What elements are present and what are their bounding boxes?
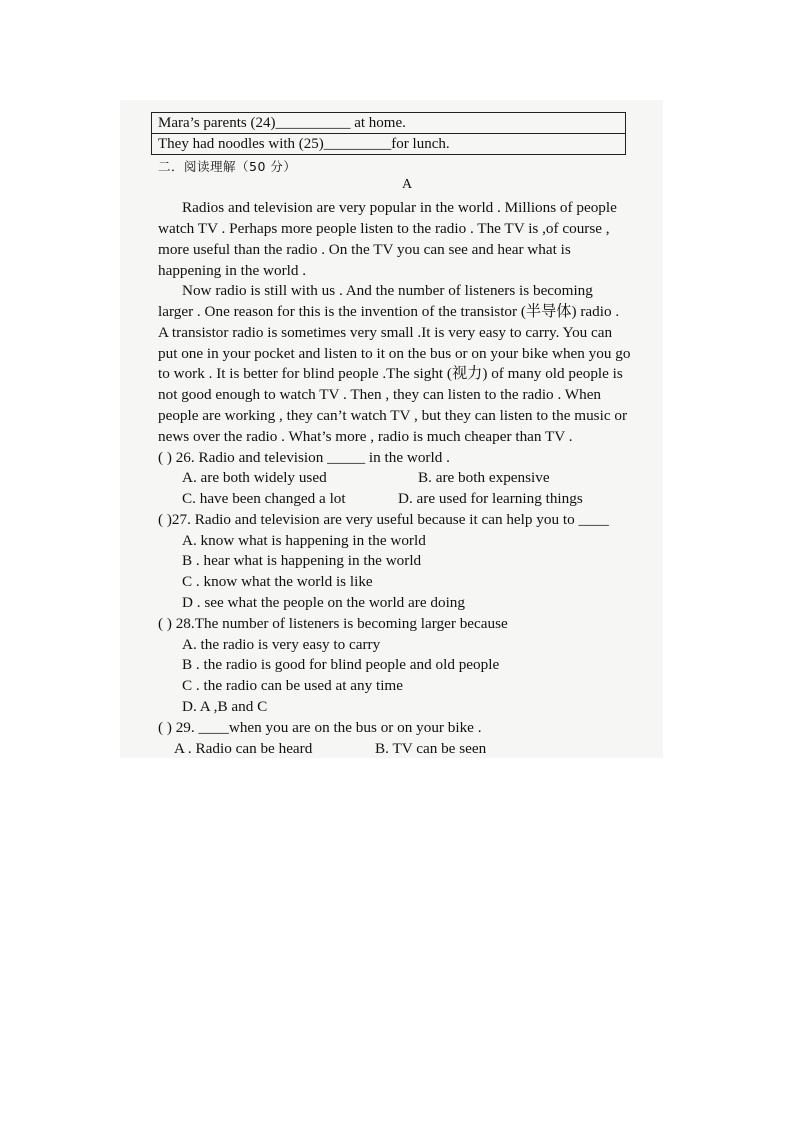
question-28-stem: ( ) 28.The number of listeners is becoming larger because [158,615,508,632]
question-29-stem: ( ) 29. ____when you are on the bus or on your bike . [158,719,482,736]
passage-line: Now radio is still with us . And the number of listeners is becoming [182,282,593,299]
q26-option-d: D. are used for learning things [398,490,583,507]
q29-option-b: B. TV can be seen [375,740,487,757]
q27-option-c: C . know what the world is like [182,573,373,590]
question-26-stem: ( ) 26. Radio and television _____ in the world . [158,449,450,466]
section-title: 二．阅读理解（50 分） [158,159,297,174]
passage-line: people are working , they can’t watch TV , but they can listen to the music or [158,407,628,424]
q28-option-c: C . the radio can be used at any time [182,677,403,694]
table-row-24: Mara’s parents (24)__________ at home. [158,115,406,131]
q29-option-a: A . Radio can be heard [174,740,313,757]
passage-line: A transistor radio is sometimes very small .It is very easy to carry. You can [158,324,613,341]
q27-option-a: A. know what is happening in the world [182,532,426,549]
q28-option-d: D. A ,B and C [182,698,268,715]
q26-option-b: B. are both expensive [418,469,550,486]
q26-option-a: A. are both widely used [182,469,327,486]
q27-option-b: B . hear what is happening in the world [182,552,422,569]
passage-line: not good enough to watch TV . Then , they can listen to the radio . When [158,386,602,403]
passage-line: more useful than the radio . On the TV you can see and hear what is [158,241,571,258]
passage-line: to work . It is better for blind people .The sight (视力) of many old people is [158,365,623,382]
question-27-stem: ( )27. Radio and television are very useful because it can help you to ____ [158,511,609,528]
passage-line: watch TV . Perhaps more people listen to the radio . The TV is ,of course , [158,220,610,237]
fill-in-table [151,112,626,155]
passage-label: A [402,177,413,192]
passage-line: happening in the world . [158,262,307,279]
passage-line: larger . One reason for this is the invention of the transistor (半导体) radio . [158,303,620,320]
table-row-25: They had noodles with (25)_________for lunch. [152,133,625,154]
q28-option-b: B . the radio is good for blind people and old people [182,656,500,673]
q28-option-a: A. the radio is very easy to carry [182,636,381,653]
q26-option-c: C. have been changed a lot [182,490,346,507]
passage-line: news over the radio . What’s more , radio is much cheaper than TV . [158,428,573,445]
q27-option-d: D . see what the people on the world are doing [182,594,465,611]
passage-line: put one in your pocket and listen to it on the bus or on your bike when you go [158,345,631,362]
passage-line: Radios and television are very popular in the world . Millions of people [182,199,617,216]
